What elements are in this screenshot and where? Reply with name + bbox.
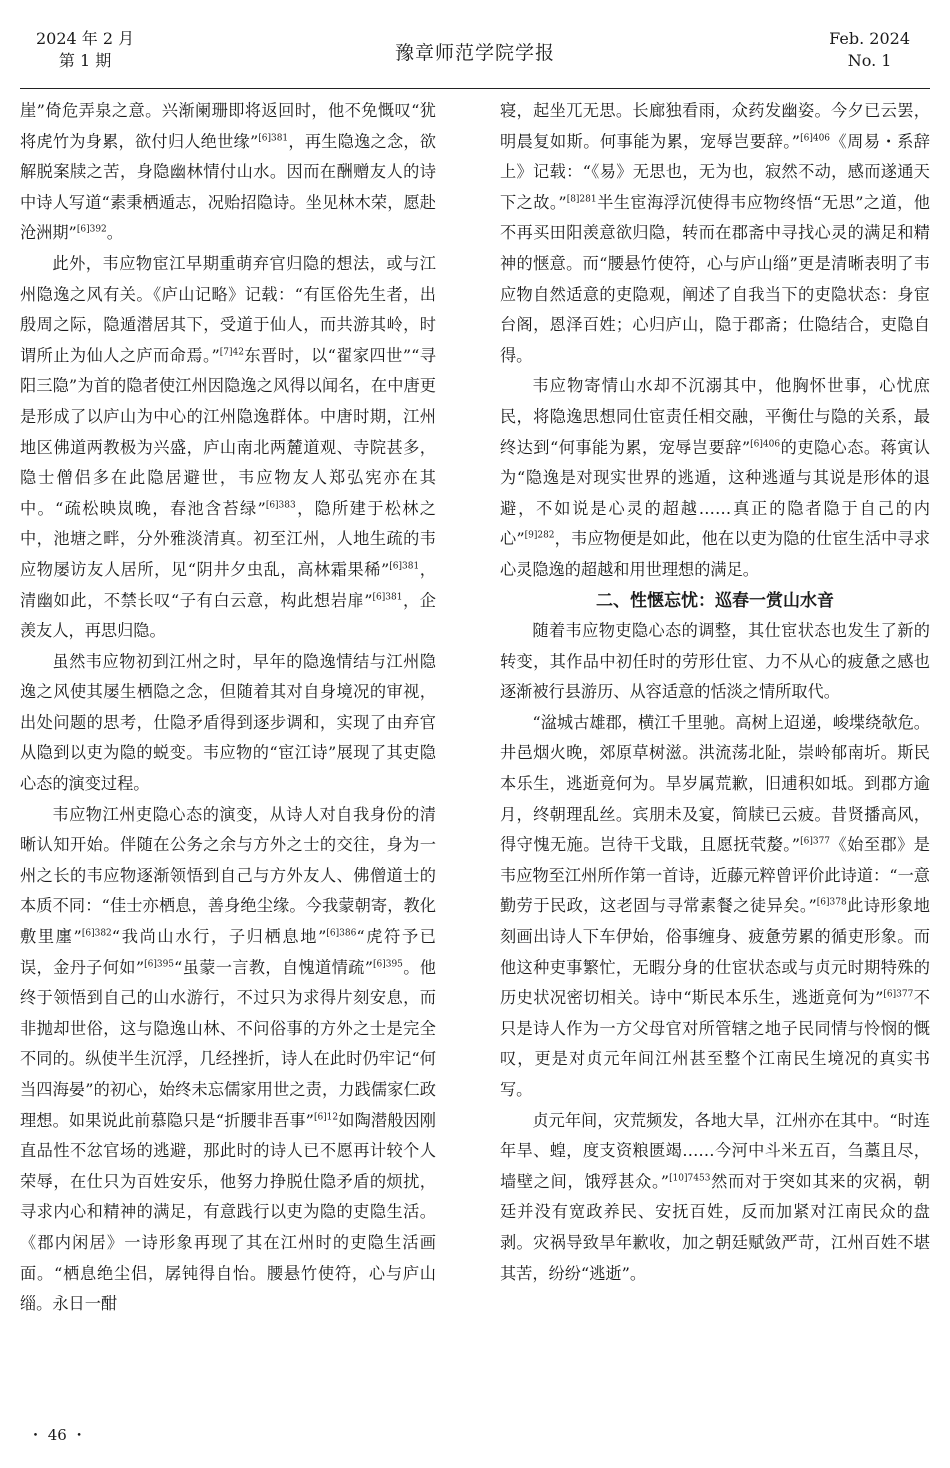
paragraph-text: 寝，起坐兀无思。长廊独看雨，众药发幽姿。今夕已云罢，明晨复如斯。何事能为累，宠辱岂要辞。” [500,101,930,151]
paragraph-text: “虽蒙一言教，自愧道情疏” [174,957,373,977]
citation-ref: [7]42 [219,347,244,358]
paragraph-text: 此外，韦应物宦江早期重萌弃官归隐的想法，或与江州隐逸之风有关。《庐山记略》记载：“有匡俗先生者，出殷周之际，隐遁潜居其下，受道于仙人，而共游其岭，时谓所止为仙人之庐而命焉。” [20,253,436,365]
paragraph-text: 《周易・系辞上》记载：“《易》无思也，无为也，寂然不动，感而遂通天下之故。” [500,131,930,212]
paragraph-text: 韦应物寄情山水却不沉溺其中，他胸怀世事，心忧庶民，将隐逸思想同仕宦责任相交融，平衡仕与隐的关系，最终达到“何事能为累，宠辱岂要辞” [500,376,930,457]
citation-ref: [6]381 [258,133,289,144]
citation-ref: [6]406 [750,439,781,450]
issue-date-english [829,28,910,72]
paragraph-text: 随着韦应物吏隐心态的调整，其仕宦状态也发生了新的转变，其作品中初任时的劳形仕宦、力不从心的疲惫之感也逐渐被行县游历、从容适意的恬淡之情所取代。 [500,621,930,702]
paragraph-text: 的吏隐心态。蒋寅认为“隐逸是对现实世界的逃遁，这种逃遁与其说是形体的退避，不如说是心灵的超越……真正的隐者隐于自己的内心” [500,437,930,549]
issue-date-english-line1: Feb. 2024 [829,29,910,48]
citation-ref: [6]377 [883,989,914,1000]
citation-ref: [8]281 [566,194,597,205]
left-column [20,96,436,1320]
paragraph-text: 贞元年间，灾荒频发，各地大旱，江州亦在其中。“时连年旱、蝗，度支资粮匮竭……今河中斗米五百，刍藁且尽，墙壁之间，饿殍甚众。” [500,1110,930,1191]
journal-title: 豫章师范学院学报 [394,42,555,64]
paragraph-text: 半生宦海浮沉使得韦应物终悟“无思”之道，他不再买田阳羡意欲归隐，转而在郡斋中寻找心灵的满足和精神的惬意。而“腰悬竹使符，心与庐山缁”更是清晰表明了韦应物自然适意的吏隐观，阐述了自我当下的吏隐状态：身宦台阁，恩泽百姓；心归庐山，隐于郡斋；仕隐结合，吏隐自得。 [500,192,930,365]
paragraph-text: ，企羡友人，再思归隐。 [20,590,436,641]
citation-ref: [6]382 [81,928,112,939]
citation-ref: [6]12 [313,1112,339,1123]
paragraph-text: 韦应物江州吏隐心态的演变，从诗人对自我身份的清晰认知开始。伴随在公务之余与方外之士的交往，身为一州之长的韦应物逐渐领悟到自己与方外友人、佛僧道士的本质不同：“佳士亦栖息，善身绝尘缘。今我蒙朝寄，教化敷里廛” [20,804,436,947]
paragraph-text: 。 [106,223,123,243]
citation-ref: [6]395 [372,959,403,970]
paragraph-text: 不只是诗人作为一方父母官对所管辖之地子民同情与怜悯的慨叹，更是对贞元年间江州甚至整个江南民生境况的真实书写。 [500,988,930,1099]
body-paragraph [500,371,930,585]
citation-ref: [10]7453 [669,1173,711,1184]
paragraph-text: 二、性惬忘忧：巡春一赏山水音 [596,590,834,611]
paragraph-text: “湓城古雄郡，横江千里驰。高树上迢递，峻堞绕欹危。井邑烟火晚，郊原草树滋。洪流荡北阯，崇岭郁南圻。斯民本乐生，逃逝竟何为。旱岁属荒歉，旧逋积如坻。到郡方逾月，终朝理乱丝。宾朋未及宴，简牍已云疲。昔贤播高风，得守愧无施。岂待干戈戢，且愿抚茕嫠。” [500,712,930,855]
body-paragraph [20,249,436,647]
body-paragraph [20,800,436,1320]
citation-ref: [6]386 [326,928,357,939]
body-paragraph [500,96,930,371]
paragraph-text: “虎符予已误，金丹子何如” [20,927,436,977]
citation-ref: [6]381 [372,592,403,603]
body-paragraph [500,616,930,708]
paragraph-text: 此诗形象地刻画出诗人下车伊始，俗事缠身、疲惫劳累的循吏形象。而他这种吏事繁忙，无暇分身的仕宦状态或与贞元时期特殊的历史状况密切相关。诗中“斯民本乐生，逃逝竟何为” [500,896,930,1008]
citation-ref: [6]377 [800,836,831,847]
body-paragraph [500,1106,930,1290]
body-paragraph [20,647,436,800]
paragraph-text: 然而对于突如其来的灾祸，朝廷并没有宽政养民、安抚百姓，反而加紧对江南民众的盘剥。灾祸导致旱年歉收，加之朝廷赋敛严苛，江州百姓不堪其苦，纷纷“逃逝”。 [500,1171,930,1283]
paragraph-text: ，清幽如此，不禁长叹“子有白云意，构此想岩扉” [20,559,436,610]
citation-ref: [6]406 [800,133,831,144]
paragraph-text: 。他终于领悟到自己的山水游行，不过只为求得片刻安息，而非抛却世俗，这与隐逸山林、不问俗事的方外之士是完全不同的。纵使半生沉浮，几经挫折，诗人在此时仍牢记“何当四海晏”的初心，始终未忘儒家用世之责，力践儒家仁政理想。如果说此前慕隐只是“折腰非吾事” [20,957,436,1130]
citation-ref: [6]378 [816,898,847,909]
paragraph-text: 如陶潜般因刚直品性不忿官场的逃避，那此时的诗人已不愿再计较个人荣辱，在仕只为百姓安乐，他努力挣脱仕隐矛盾的烦扰，寻求内心和精神的满足，有意践行以吏为隐的吏隐生活。《郡内闲居》一诗形象再现了其在江州时的吏隐生活画面。“栖息绝尘侣，孱钝得自怡。腰悬竹使符，心与庐山缁。永日一酣 [20,1110,436,1314]
issue-date-line1: 2024 年 2 月 [36,29,135,48]
header-rule [20,88,930,89]
issue-date-line2: 第 1 期 [58,51,112,70]
body-paragraph [500,708,930,1106]
paragraph-text: ，再生隐逸之念，欲解脱案牍之苦，身隐幽林情付山水。因而在酬赠友人的诗中诗人写道“素秉栖遁志，况贻招隐诗。坐见林木荣，愿赴沧洲期” [20,131,436,243]
citation-ref: [6]383 [265,500,296,511]
paragraph-text: ，隐所建于松林之中，池塘之畔，分外雅淡清真。初至江州，人地生疏的韦应物屡访友人居所，见“阴井夕虫乱，高林霜果稀” [20,498,436,579]
section-heading [500,586,930,617]
paragraph-text: 《始至郡》是韦应物至江州所作第一首诗，近藤元粹曾评价此诗道：“一意勤劳于民政，这老固与寻常素餐之徒异矣。” [500,835,930,916]
paragraph-text: 虽然韦应物初到江州之时，早年的隐逸情结与江州隐逸之风使其屡生栖隐之念，但随着其对自身境况的审视，出处问题的思考，仕隐矛盾得到逐步调和，实现了由弃官从隐到以吏为隐的蜕变。韦应物的“宦江诗”展现了其吏隐心态的演变过程。 [20,651,436,794]
body-paragraph [20,96,436,249]
citation-ref: [9]282 [524,530,555,541]
issue-date-english-line2: No. 1 [847,51,892,70]
paragraph-text: 东晋时，以“翟家四世”“寻阳三隐”为首的隐者使江州因隐逸之风得以闻名，在中唐更是形成了以庐山为中心的江州隐逸群体。中唐时期，江州地区佛道两教极为兴盛，庐山南北两麓道观、寺院甚多，隐士僧侣多在此隐居避世，韦应物友人郑弘宪亦在其中。“疏松映岚晚，春池含苔绿” [20,345,436,518]
paragraph-text: “我尚山水行，子归栖息地” [111,927,327,947]
paragraph-text: 崖”倚危弄泉之意。兴渐阑珊即将返回时，他不免慨叹“犹将虎竹为身累，欲付归人绝世缘” [20,101,436,151]
citation-ref: [6]392 [76,224,107,235]
paragraph-text: ，韦应物便是如此，他在以吏为隐的仕宦生活中寻求心灵隐逸的超越和用世理想的满足。 [500,529,931,579]
citation-ref: [6]381 [389,561,420,572]
citation-ref: [6]395 [144,959,175,970]
right-column [500,96,930,1289]
page-number: ・ 46 ・ [28,1426,87,1444]
